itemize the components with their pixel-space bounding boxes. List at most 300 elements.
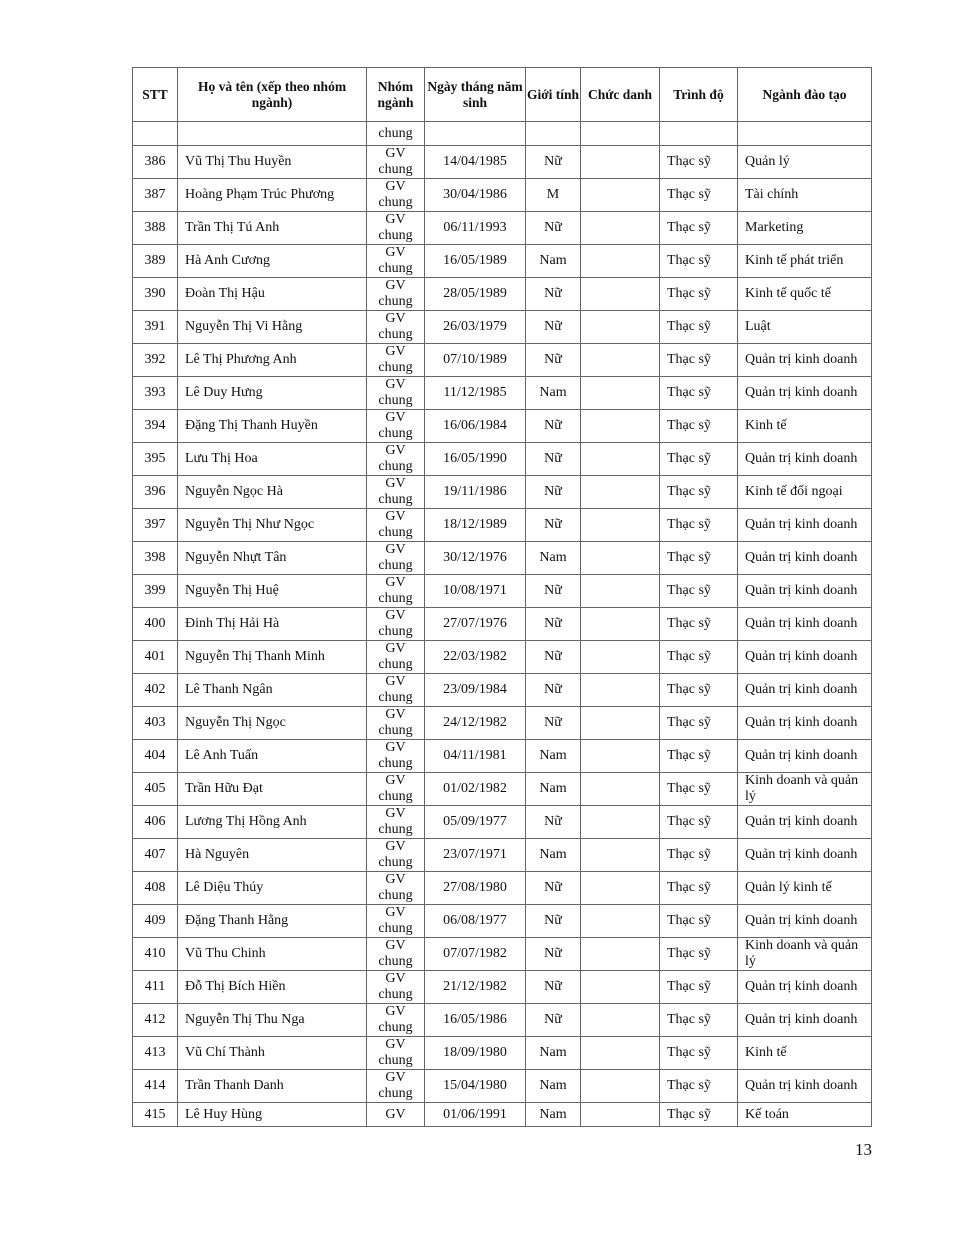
cell-name: Đặng Thị Thanh Huyền bbox=[178, 410, 367, 443]
table-row bbox=[133, 443, 872, 476]
cell-field: Quản trị kinh doanh bbox=[738, 443, 872, 476]
cell-stt: 400 bbox=[133, 608, 178, 641]
cell-field: Kinh doanh và quản lý bbox=[738, 773, 872, 806]
cell-group bbox=[367, 1037, 425, 1070]
cell-gender: Nữ bbox=[526, 278, 581, 311]
group-line-1: GV bbox=[385, 146, 406, 161]
table-row bbox=[133, 740, 872, 773]
cell-dob: 21/12/1982 bbox=[425, 971, 526, 1004]
group-line-2: chung bbox=[378, 624, 413, 639]
cell-group bbox=[367, 905, 425, 938]
cell-name: Hoàng Phạm Trúc Phương bbox=[178, 179, 367, 212]
group-line-1: GV bbox=[385, 938, 406, 953]
cell-title bbox=[581, 707, 660, 740]
cell-gender: Nữ bbox=[526, 443, 581, 476]
cell-group bbox=[367, 740, 425, 773]
header-field: Ngành đào tạo bbox=[738, 68, 872, 122]
cell-name: Lê Anh Tuấn bbox=[178, 740, 367, 773]
cell-group: chung bbox=[367, 122, 425, 146]
cell-title bbox=[581, 344, 660, 377]
cell-group bbox=[367, 311, 425, 344]
cell-field: Quản trị kinh doanh bbox=[738, 542, 872, 575]
cell-gender: Nam bbox=[526, 1037, 581, 1070]
cell-field: Kinh tế bbox=[738, 410, 872, 443]
table-row bbox=[133, 1103, 872, 1127]
group-line-2: chung bbox=[378, 690, 413, 705]
cell-gender: Nam bbox=[526, 245, 581, 278]
cell-dob: 06/08/1977 bbox=[425, 905, 526, 938]
table-row bbox=[133, 707, 872, 740]
group-line-1: GV bbox=[385, 212, 406, 227]
cell-stt: 408 bbox=[133, 872, 178, 905]
group-line-2: chung bbox=[378, 261, 413, 276]
cell-stt: 406 bbox=[133, 806, 178, 839]
table-row bbox=[133, 575, 872, 608]
group-line-1: GV bbox=[385, 1004, 406, 1019]
cell-degree: Thạc sỹ bbox=[660, 146, 738, 179]
cell-field: Kế toán bbox=[738, 1103, 872, 1127]
cell-dob: 16/05/1990 bbox=[425, 443, 526, 476]
group-line-1: GV bbox=[385, 641, 406, 656]
cell-degree: Thạc sỹ bbox=[660, 443, 738, 476]
table-row bbox=[133, 641, 872, 674]
cell-group bbox=[367, 1004, 425, 1037]
cell-degree: Thạc sỹ bbox=[660, 377, 738, 410]
cell-dob: 30/12/1976 bbox=[425, 542, 526, 575]
cell-dob: 11/12/1985 bbox=[425, 377, 526, 410]
cell-stt: 412 bbox=[133, 1004, 178, 1037]
cell-group bbox=[367, 971, 425, 1004]
cell-gender: Nữ bbox=[526, 410, 581, 443]
group-line-2: chung bbox=[378, 459, 413, 474]
cell-group bbox=[367, 674, 425, 707]
cell-name: Lưu Thị Hoa bbox=[178, 443, 367, 476]
cell-stt: 401 bbox=[133, 641, 178, 674]
group-line-2: chung bbox=[378, 888, 413, 903]
group-line-1: GV bbox=[385, 311, 406, 326]
cell-title bbox=[581, 476, 660, 509]
group-line-1: GV bbox=[385, 1037, 406, 1052]
cell-degree: Thạc sỹ bbox=[660, 839, 738, 872]
cell-stt: 390 bbox=[133, 278, 178, 311]
group-line-1: GV bbox=[385, 608, 406, 623]
group-line-2: chung bbox=[378, 294, 413, 309]
cell-title bbox=[581, 212, 660, 245]
group-line-1: GV bbox=[385, 443, 406, 458]
cell-group bbox=[367, 278, 425, 311]
table-row bbox=[133, 377, 872, 410]
cell-degree: Thạc sỹ bbox=[660, 410, 738, 443]
cell-gender: Nữ bbox=[526, 344, 581, 377]
cell-title bbox=[581, 674, 660, 707]
group-line-1: GV bbox=[385, 344, 406, 359]
cell-title bbox=[581, 146, 660, 179]
cell-dob: 01/02/1982 bbox=[425, 773, 526, 806]
cell-field: Kinh doanh và quản lý bbox=[738, 938, 872, 971]
cell-stt: 399 bbox=[133, 575, 178, 608]
cell-name: Nguyễn Thị Vi Hằng bbox=[178, 311, 367, 344]
group-line-2: chung bbox=[378, 1086, 413, 1101]
cell-stt: 389 bbox=[133, 245, 178, 278]
cell-name: Lê Thị Phương Anh bbox=[178, 344, 367, 377]
cell-group bbox=[367, 146, 425, 179]
cell-name: Nguyễn Nhựt Tân bbox=[178, 542, 367, 575]
cell-gender: M bbox=[526, 179, 581, 212]
cell-name: Nguyễn Thị Thanh Minh bbox=[178, 641, 367, 674]
cell-name: Hà Anh Cương bbox=[178, 245, 367, 278]
cell-dob: 05/09/1977 bbox=[425, 806, 526, 839]
table-row bbox=[133, 146, 872, 179]
cell-name: Vũ Chí Thành bbox=[178, 1037, 367, 1070]
table-row bbox=[133, 179, 872, 212]
cell-gender: Nam bbox=[526, 740, 581, 773]
header-group: Nhóm ngành bbox=[367, 68, 425, 122]
cell-name: Trần Hữu Đạt bbox=[178, 773, 367, 806]
group-line-1: GV bbox=[385, 509, 406, 524]
cell-dob: 16/05/1989 bbox=[425, 245, 526, 278]
group-line-2: chung bbox=[378, 855, 413, 870]
cell-gender: Nam bbox=[526, 377, 581, 410]
cell-group bbox=[367, 575, 425, 608]
cell-degree: Thạc sỹ bbox=[660, 344, 738, 377]
cell-gender: Nam bbox=[526, 542, 581, 575]
cell-stt: 405 bbox=[133, 773, 178, 806]
cell-gender: Nữ bbox=[526, 146, 581, 179]
cell-title bbox=[581, 1070, 660, 1103]
cell-stt: 414 bbox=[133, 1070, 178, 1103]
group-line-1: GV bbox=[385, 575, 406, 590]
cell-dob: 18/12/1989 bbox=[425, 509, 526, 542]
cell-stt: 415 bbox=[133, 1103, 178, 1127]
group-line-2: chung bbox=[378, 954, 413, 969]
cell-dob: 26/03/1979 bbox=[425, 311, 526, 344]
cell-degree: Thạc sỹ bbox=[660, 674, 738, 707]
group-line-2: chung bbox=[378, 558, 413, 573]
group-line-2: chung bbox=[378, 921, 413, 936]
cell-name bbox=[178, 122, 367, 146]
cell-degree: Thạc sỹ bbox=[660, 1070, 738, 1103]
cell-name: Đặng Thanh Hằng bbox=[178, 905, 367, 938]
cell-field: Quản trị kinh doanh bbox=[738, 575, 872, 608]
cell-field: Quản lý bbox=[738, 146, 872, 179]
cell-title bbox=[581, 641, 660, 674]
cell-gender bbox=[526, 122, 581, 146]
cell-stt: 403 bbox=[133, 707, 178, 740]
cell-group bbox=[367, 608, 425, 641]
cell-dob: 14/04/1985 bbox=[425, 146, 526, 179]
cell-dob: 15/04/1980 bbox=[425, 1070, 526, 1103]
cell-group bbox=[367, 773, 425, 806]
cell-field: Kinh tế bbox=[738, 1037, 872, 1070]
cell-gender: Nam bbox=[526, 1103, 581, 1127]
cell-name: Nguyễn Thị Thu Nga bbox=[178, 1004, 367, 1037]
cell-field: Quản trị kinh doanh bbox=[738, 839, 872, 872]
cell-name: Lê Diệu Thúy bbox=[178, 872, 367, 905]
cell-dob: 19/11/1986 bbox=[425, 476, 526, 509]
cell-field bbox=[738, 122, 872, 146]
cell-field: Kinh tế đối ngoại bbox=[738, 476, 872, 509]
group-line-2: chung bbox=[378, 426, 413, 441]
cell-gender: Nữ bbox=[526, 212, 581, 245]
cell-group bbox=[367, 212, 425, 245]
cell-gender: Nữ bbox=[526, 872, 581, 905]
table-row bbox=[133, 245, 872, 278]
group-line-2: chung bbox=[378, 591, 413, 606]
cell-dob: 27/07/1976 bbox=[425, 608, 526, 641]
cell-group bbox=[367, 707, 425, 740]
cell-field: Quản trị kinh doanh bbox=[738, 344, 872, 377]
group-line-1: GV bbox=[385, 839, 406, 854]
table-row bbox=[133, 971, 872, 1004]
header-gender: Giới tính bbox=[526, 68, 581, 122]
table-row bbox=[133, 1070, 872, 1103]
group-line-2: chung bbox=[378, 162, 413, 177]
cell-title bbox=[581, 740, 660, 773]
cell-dob: 16/06/1984 bbox=[425, 410, 526, 443]
cell-dob: 30/04/1986 bbox=[425, 179, 526, 212]
cell-dob: 10/08/1971 bbox=[425, 575, 526, 608]
cell-stt: 411 bbox=[133, 971, 178, 1004]
cell-stt bbox=[133, 122, 178, 146]
cell-field: Quản trị kinh doanh bbox=[738, 806, 872, 839]
cell-field: Quản trị kinh doanh bbox=[738, 641, 872, 674]
cell-title bbox=[581, 245, 660, 278]
group-line-1: GV bbox=[385, 707, 406, 722]
group-line-2: chung bbox=[378, 360, 413, 375]
cell-gender: Nữ bbox=[526, 476, 581, 509]
group-line-1: GV bbox=[385, 179, 406, 194]
cell-dob: 18/09/1980 bbox=[425, 1037, 526, 1070]
cell-name: Lê Duy Hưng bbox=[178, 377, 367, 410]
table-row bbox=[133, 872, 872, 905]
cell-stt: 388 bbox=[133, 212, 178, 245]
cell-field: Quản lý kinh tế bbox=[738, 872, 872, 905]
table-row bbox=[133, 542, 872, 575]
cell-group bbox=[367, 1103, 425, 1127]
cell-dob: 07/07/1982 bbox=[425, 938, 526, 971]
table-row bbox=[133, 476, 872, 509]
table-row bbox=[133, 674, 872, 707]
group-line-1: GV bbox=[385, 872, 406, 887]
cell-name: Đoàn Thị Hậu bbox=[178, 278, 367, 311]
header-title: Chức danh bbox=[581, 68, 660, 122]
cell-degree: Thạc sỹ bbox=[660, 740, 738, 773]
cell-field: Luật bbox=[738, 311, 872, 344]
table-row bbox=[133, 509, 872, 542]
cell-title bbox=[581, 179, 660, 212]
table-row bbox=[133, 1037, 872, 1070]
group-line-1: GV bbox=[385, 773, 406, 788]
staff-table bbox=[132, 67, 872, 1127]
cell-gender: Nữ bbox=[526, 971, 581, 1004]
cell-name: Đinh Thị Hải Hà bbox=[178, 608, 367, 641]
cell-stt: 394 bbox=[133, 410, 178, 443]
table-row bbox=[133, 410, 872, 443]
group-line-1: GV bbox=[385, 1070, 406, 1085]
cell-field: Quản trị kinh doanh bbox=[738, 971, 872, 1004]
group-line-2: chung bbox=[378, 1053, 413, 1068]
cell-field: Quản trị kinh doanh bbox=[738, 740, 872, 773]
group-line-1: GV bbox=[385, 410, 406, 425]
cell-degree: Thạc sỹ bbox=[660, 641, 738, 674]
cell-name: Lương Thị Hồng Anh bbox=[178, 806, 367, 839]
table-row bbox=[133, 311, 872, 344]
group-line-1: GV bbox=[385, 278, 406, 293]
cell-degree: Thạc sỹ bbox=[660, 707, 738, 740]
cell-name: Lê Huy Hùng bbox=[178, 1103, 367, 1127]
group-line-2: chung bbox=[378, 756, 413, 771]
cell-dob: 07/10/1989 bbox=[425, 344, 526, 377]
group-line-2: chung bbox=[378, 327, 413, 342]
cell-degree: Thạc sỹ bbox=[660, 311, 738, 344]
cell-degree: Thạc sỹ bbox=[660, 509, 738, 542]
table-row bbox=[133, 344, 872, 377]
cell-name: Đỗ Thị Bích Hiền bbox=[178, 971, 367, 1004]
cell-group bbox=[367, 344, 425, 377]
cell-title bbox=[581, 872, 660, 905]
cell-title bbox=[581, 971, 660, 1004]
table-row bbox=[133, 608, 872, 641]
cell-gender: Nam bbox=[526, 1070, 581, 1103]
group-line-2: chung bbox=[378, 228, 413, 243]
group-line-1: GV bbox=[385, 245, 406, 260]
cell-group bbox=[367, 509, 425, 542]
cell-name: Trần Thanh Danh bbox=[178, 1070, 367, 1103]
cell-gender: Nữ bbox=[526, 509, 581, 542]
cell-dob: 04/11/1981 bbox=[425, 740, 526, 773]
cell-gender: Nữ bbox=[526, 608, 581, 641]
cell-group bbox=[367, 806, 425, 839]
header-degree: Trình độ bbox=[660, 68, 738, 122]
cell-gender: Nữ bbox=[526, 674, 581, 707]
cell-gender: Nữ bbox=[526, 1004, 581, 1037]
cell-dob: 23/07/1971 bbox=[425, 839, 526, 872]
cell-degree: Thạc sỹ bbox=[660, 245, 738, 278]
cell-field: Quản trị kinh doanh bbox=[738, 674, 872, 707]
cell-field: Quản trị kinh doanh bbox=[738, 707, 872, 740]
cell-stt: 404 bbox=[133, 740, 178, 773]
cell-title bbox=[581, 542, 660, 575]
group-line-2: chung bbox=[378, 492, 413, 507]
cell-degree: Thạc sỹ bbox=[660, 905, 738, 938]
cell-degree: Thạc sỹ bbox=[660, 971, 738, 1004]
cell-group bbox=[367, 476, 425, 509]
cell-title bbox=[581, 377, 660, 410]
cell-title bbox=[581, 1037, 660, 1070]
cell-field: Quản trị kinh doanh bbox=[738, 377, 872, 410]
cell-field: Quản trị kinh doanh bbox=[738, 608, 872, 641]
cell-title bbox=[581, 410, 660, 443]
cell-title bbox=[581, 806, 660, 839]
cell-degree: Thạc sỹ bbox=[660, 1103, 738, 1127]
cell-degree: Thạc sỹ bbox=[660, 1037, 738, 1070]
cell-degree: Thạc sỹ bbox=[660, 773, 738, 806]
table-row bbox=[133, 905, 872, 938]
group-line-1: GV bbox=[385, 971, 406, 986]
group-line-1: GV bbox=[385, 740, 406, 755]
group-line-2: chung bbox=[378, 195, 413, 210]
cell-field: Kinh tế quốc tế bbox=[738, 278, 872, 311]
group-line-2: chung bbox=[378, 393, 413, 408]
group-line-2: chung bbox=[378, 789, 413, 804]
cell-dob: 16/05/1986 bbox=[425, 1004, 526, 1037]
cell-gender: Nam bbox=[526, 839, 581, 872]
cell-stt: 391 bbox=[133, 311, 178, 344]
table-row bbox=[133, 212, 872, 245]
cell-gender: Nữ bbox=[526, 938, 581, 971]
table-row bbox=[133, 839, 872, 872]
cell-field: Quản trị kinh doanh bbox=[738, 1070, 872, 1103]
header-name: Họ và tên (xếp theo nhóm ngành) bbox=[178, 68, 367, 122]
cell-field: Tài chính bbox=[738, 179, 872, 212]
cell-stt: 409 bbox=[133, 905, 178, 938]
cell-gender: Nữ bbox=[526, 641, 581, 674]
group-line-1: GV bbox=[385, 905, 406, 920]
group-line-2: chung bbox=[378, 657, 413, 672]
group-line-2: chung bbox=[378, 1020, 413, 1035]
cell-stt: 392 bbox=[133, 344, 178, 377]
cell-degree: Thạc sỹ bbox=[660, 278, 738, 311]
page-number: 13 bbox=[855, 1140, 872, 1159]
group-line-2: chung bbox=[378, 987, 413, 1002]
cell-name: Vũ Thu Chinh bbox=[178, 938, 367, 971]
cell-degree: Thạc sỹ bbox=[660, 608, 738, 641]
cell-group bbox=[367, 245, 425, 278]
cell-group bbox=[367, 839, 425, 872]
cell-dob: 01/06/1991 bbox=[425, 1103, 526, 1127]
cell-stt: 387 bbox=[133, 179, 178, 212]
cell-field: Quản trị kinh doanh bbox=[738, 509, 872, 542]
cell-stt: 393 bbox=[133, 377, 178, 410]
group-line-1: GV bbox=[385, 674, 406, 689]
continued-row bbox=[133, 122, 872, 146]
cell-group bbox=[367, 1070, 425, 1103]
cell-gender: Nữ bbox=[526, 707, 581, 740]
cell-group bbox=[367, 179, 425, 212]
cell-group bbox=[367, 938, 425, 971]
group-line-1: GV bbox=[385, 377, 406, 392]
cell-stt: 395 bbox=[133, 443, 178, 476]
cell-title bbox=[581, 839, 660, 872]
cell-degree: Thạc sỹ bbox=[660, 1004, 738, 1037]
group-line-1: GV bbox=[385, 476, 406, 491]
cell-stt: 402 bbox=[133, 674, 178, 707]
cell-name: Nguyễn Thị Như Ngọc bbox=[178, 509, 367, 542]
group-line-1: GV bbox=[385, 542, 406, 557]
group-line-2: chung bbox=[378, 723, 413, 738]
cell-degree: Thạc sỹ bbox=[660, 179, 738, 212]
cell-name: Hà Nguyên bbox=[178, 839, 367, 872]
cell-degree bbox=[660, 122, 738, 146]
table-row bbox=[133, 278, 872, 311]
cell-title bbox=[581, 905, 660, 938]
group-line-1: GV bbox=[385, 806, 406, 821]
cell-dob: 28/05/1989 bbox=[425, 278, 526, 311]
cell-degree: Thạc sỹ bbox=[660, 575, 738, 608]
cell-gender: Nữ bbox=[526, 575, 581, 608]
cell-degree: Thạc sỹ bbox=[660, 872, 738, 905]
cell-gender: Nam bbox=[526, 773, 581, 806]
cell-title bbox=[581, 608, 660, 641]
cell-title bbox=[581, 938, 660, 971]
table-row bbox=[133, 773, 872, 806]
cell-name: Nguyễn Thị Ngọc bbox=[178, 707, 367, 740]
cell-title bbox=[581, 773, 660, 806]
cell-degree: Thạc sỹ bbox=[660, 806, 738, 839]
cell-title bbox=[581, 443, 660, 476]
cell-stt: 397 bbox=[133, 509, 178, 542]
cell-field: Kinh tế phát triển bbox=[738, 245, 872, 278]
